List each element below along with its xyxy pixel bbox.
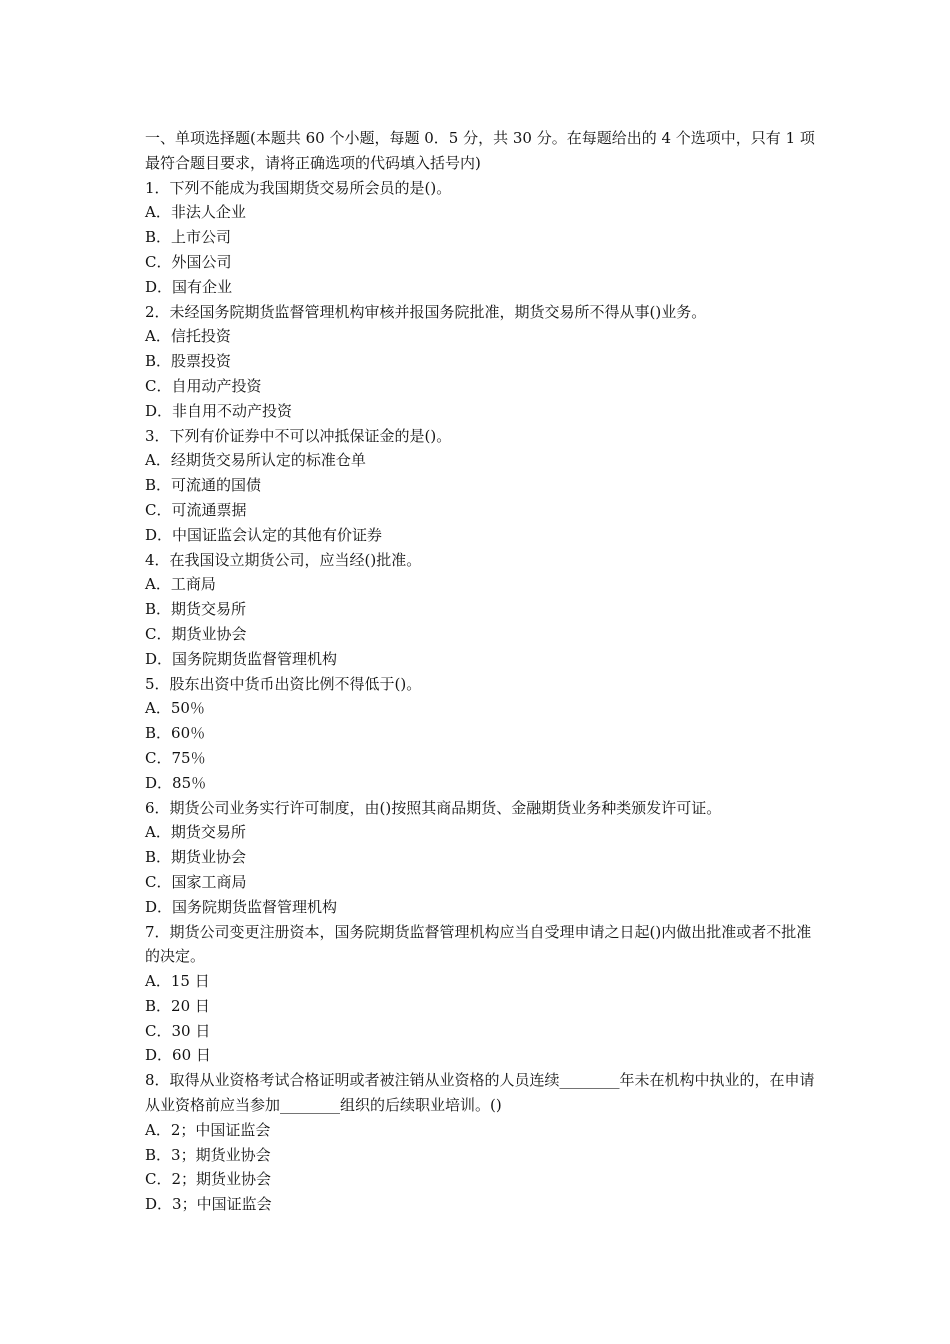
option-label: B． [145,600,172,619]
option-label: B． [145,476,172,495]
option-text: 外国公司 [171,252,232,271]
question-7-option-3 [145,1019,815,1044]
question-number: 2． [145,302,170,321]
option-label: A． [145,451,171,470]
option-label: A． [145,823,171,842]
question-1-option-2 [145,225,815,250]
question-6 [145,796,815,821]
option-text: 国务院期货监督管理机构 [172,897,338,916]
option-text: 自用动产投资 [171,376,262,395]
question-3-option-3 [145,498,815,523]
option-label: D． [145,897,173,916]
option-label: A． [145,575,171,594]
question-3-option-4 [145,523,815,548]
option-label: A． [145,1120,171,1139]
option-label: C． [145,872,172,891]
option-text: 20 日 [171,996,210,1015]
option-label: B． [145,352,172,371]
option-text: 上市公司 [171,228,232,247]
question-6-option-2 [145,845,815,870]
question-text: 取得从业资格考试合格证明或者被注销从业资格的人员连续________年未在机构中执业的，在申请从业资格前应当参加________组织的后续职业培训。() [145,1071,815,1115]
question-6-option-1 [145,820,815,845]
option-text: 国家工商局 [171,872,247,891]
option-label: C． [145,624,172,643]
question-text: 下列不能成为我国期货交易所会员的是()。 [169,178,452,197]
question-text: 期货公司业务实行许可制度，由()按照其商品期货、金融期货业务种类颁发许可证。 [169,798,722,817]
question-number: 6． [145,798,170,817]
question-5 [145,672,815,697]
option-text: 信托投资 [170,327,231,346]
question-1 [145,176,815,201]
option-text: 国务院期货监督管理机构 [172,649,338,668]
question-2-option-4 [145,399,815,424]
question-5-option-4 [145,771,815,796]
option-text: 85％ [172,773,207,792]
question-1-option-4 [145,275,815,300]
option-label: D． [145,1195,173,1214]
option-label: C． [145,252,172,271]
option-label: C． [145,748,172,767]
option-label: B． [145,724,172,743]
question-3-option-1 [145,448,815,473]
question-7-option-1 [145,969,815,994]
option-label: B． [145,1145,172,1164]
question-4-option-3 [145,622,815,647]
document-content [145,126,815,1217]
question-8-option-4 [145,1192,815,1217]
option-label: D． [145,525,173,544]
option-text: 60 日 [172,1046,211,1065]
option-label: D． [145,1046,173,1065]
option-text: 经期货交易所认定的标准仓单 [170,451,366,470]
question-8 [145,1068,815,1118]
option-text: 2；期货业协会 [171,1170,272,1189]
option-text: 可流通的国债 [171,476,262,495]
question-2-option-2 [145,349,815,374]
option-label: A． [145,203,171,222]
question-1-option-1 [145,200,815,225]
option-label: B． [145,228,172,247]
option-label: A． [145,699,171,718]
question-text: 期货公司变更注册资本，国务院期货监督管理机构应当自受理申请之日起()内做出批准或者不批准的决定。 [145,922,812,966]
option-text: 50％ [170,699,205,718]
option-label: B． [145,996,172,1015]
question-2-option-1 [145,324,815,349]
option-label: D． [145,277,173,296]
option-text: 可流通票据 [171,500,247,519]
question-7-option-2 [145,994,815,1019]
option-text: 非法人企业 [170,203,246,222]
question-text: 在我国设立期货公司，应当经()批准。 [169,550,422,569]
option-label: D． [145,401,173,420]
question-3-option-2 [145,473,815,498]
option-text: 3；中国证监会 [172,1195,272,1214]
question-text: 股东出资中货币出资比例不得低于()。 [169,674,422,693]
question-number: 5． [145,674,170,693]
question-8-option-3 [145,1167,815,1192]
question-4-option-2 [145,597,815,622]
section-heading: 一、单项选择题(本题共 60 个小题，每题 0．5 分，共 30 分。在每题给出的 4 个选项中，只有 1 项最符合题目要求，请将正确选项的代码填入括号内) [145,129,815,172]
option-text: 股票投资 [171,352,232,371]
question-7-option-4 [145,1043,815,1068]
question-8-option-1 [145,1118,815,1143]
question-number: 8． [145,1071,170,1090]
option-label: C． [145,1021,172,1040]
option-text: 15 日 [170,972,210,991]
option-text: 30 日 [171,1021,211,1040]
option-text: 75％ [171,748,206,767]
option-label: A． [145,327,171,346]
option-label: C． [145,1170,172,1189]
question-number: 7． [145,922,170,941]
question-number: 4． [145,550,170,569]
question-7 [145,920,815,970]
option-text: 工商局 [170,575,216,594]
question-2-option-3 [145,374,815,399]
option-text: 2；中国证监会 [170,1120,271,1139]
option-text: 3；期货业协会 [171,1145,271,1164]
question-5-option-2 [145,721,815,746]
question-text: 下列有价证券中不可以冲抵保证金的是()。 [169,426,452,445]
option-text: 中国证监会认定的其他有价证券 [172,525,383,544]
question-5-option-1 [145,696,815,721]
question-4 [145,548,815,573]
question-number: 3． [145,426,170,445]
option-label: B． [145,848,172,867]
question-6-option-3 [145,870,815,895]
option-text: 60％ [171,724,206,743]
option-label: D． [145,649,173,668]
option-label: A． [145,972,171,991]
question-2 [145,300,815,325]
option-text: 国有企业 [172,277,233,296]
option-text: 期货业协会 [171,624,247,643]
question-4-option-1 [145,572,815,597]
question-6-option-4 [145,895,815,920]
question-1-option-3 [145,250,815,275]
option-text: 非自用不动产投资 [172,401,293,420]
question-text: 未经国务院期货监督管理机构审核并报国务院批准，期货交易所不得从事()业务。 [169,302,707,321]
option-text: 期货业协会 [171,848,247,867]
option-label: D． [145,773,173,792]
question-8-option-2 [145,1143,815,1168]
option-label: C． [145,376,172,395]
question-5-option-3 [145,746,815,771]
question-list [145,176,815,1217]
question-3 [145,424,815,449]
option-text: 期货交易所 [171,600,247,619]
question-number: 1． [145,178,170,197]
question-4-option-4 [145,647,815,672]
option-label: C． [145,500,172,519]
option-text: 期货交易所 [170,823,246,842]
